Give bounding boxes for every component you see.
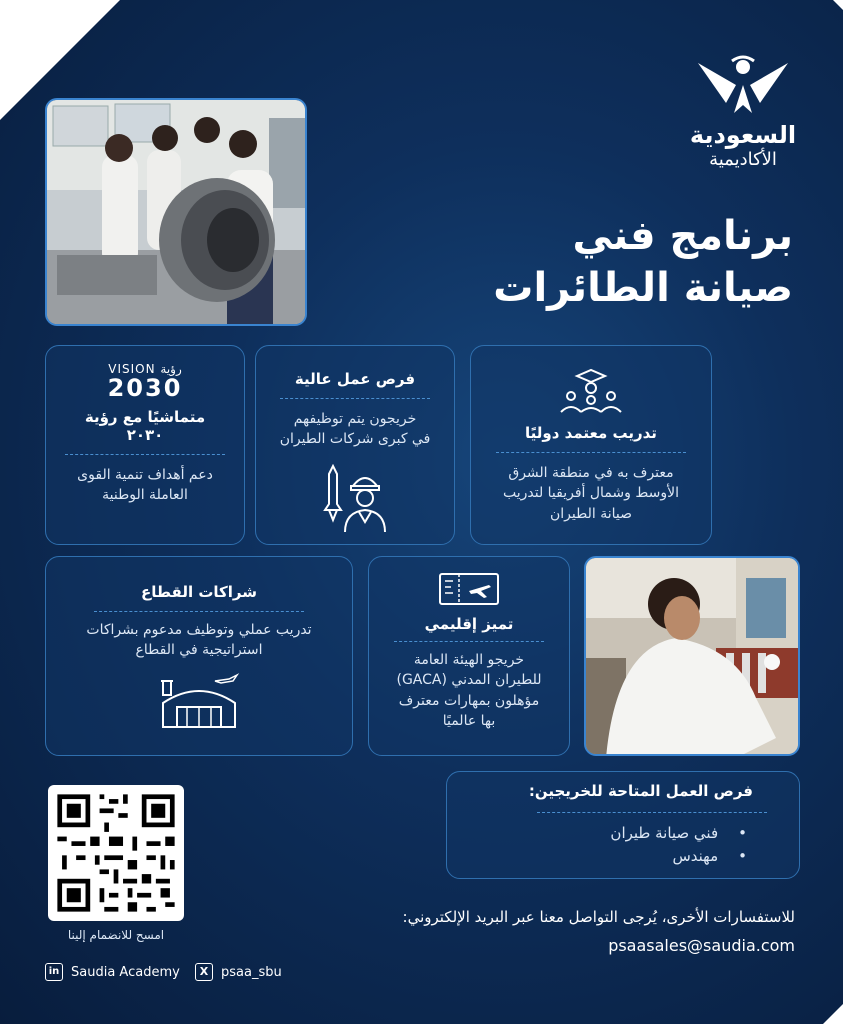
divider [537, 812, 767, 813]
linkedin-handle: Saudia Academy [71, 964, 180, 980]
excellence-body-line2: للطيران المدني (GACA) [396, 672, 542, 689]
careers-item: •فني صيانة طيران [610, 824, 747, 842]
card-jobs [255, 345, 455, 545]
social-x[interactable] [195, 963, 282, 981]
saudia-emblem-icon [696, 55, 790, 115]
engine-workshop-photo [45, 98, 307, 326]
excellence-title: تميز إقليمي [424, 615, 514, 633]
vision-logo-word: VISION [108, 362, 156, 376]
qr-caption: امسح للانضمام إلينا [67, 928, 165, 942]
jobs-title: فرص عمل عالية [294, 370, 416, 388]
contact-email[interactable]: psaasales@saudia.com [608, 936, 795, 955]
qr-code-icon [48, 785, 184, 921]
divider [394, 641, 544, 642]
program-title-line1: برنامج فني [572, 213, 793, 259]
careers-item-label: مهندس [672, 846, 719, 865]
divider [280, 398, 430, 399]
careers-list [610, 822, 747, 867]
saudia-academy-logo [688, 55, 798, 170]
engineer-rocket-icon [315, 464, 395, 534]
training-body-line3: صيانة الطيران [550, 505, 632, 522]
training-body-line1: معترف به في منطقة الشرق [508, 465, 674, 481]
divider [94, 611, 304, 612]
card-careers [446, 771, 800, 879]
excellence-body-line4: بها عالميًا [442, 712, 496, 729]
social-linkedin[interactable] [45, 963, 180, 981]
vision-body-line2: العاملة الوطنية [102, 487, 188, 504]
contact-text: للاستفسارات الأخرى، يُرجى التواصل معنا عبر البريد الإلكتروني: [402, 908, 795, 926]
brand-name: السعودية [689, 121, 797, 149]
jobs-body-line1: خريجون يتم توظيفهم [293, 411, 417, 427]
vision-title-line2: ٢٠٣٠ [126, 426, 164, 444]
divider [65, 454, 225, 455]
program-title [493, 210, 793, 314]
card-excellence [368, 556, 570, 756]
vision-title-line1: متماشيًا مع رؤية [84, 408, 206, 426]
lab-student-photo [584, 556, 800, 756]
boarding-pass-icon [439, 573, 499, 605]
jobs-body-line2: في كبرى شركات الطيران [279, 431, 431, 448]
careers-item-label: فني صيانة طيران [610, 824, 719, 842]
corner-decoration [833, 0, 843, 10]
hangar-airport-icon [157, 673, 241, 729]
x-icon: X [195, 963, 213, 981]
vision-logo-ar: رؤية [160, 362, 182, 376]
excellence-body-line1: خريجو الهيئة العامة [413, 652, 525, 668]
x-handle: psaa_sbu [221, 964, 282, 980]
training-title: تدريب معتمد دوليًا [525, 424, 657, 442]
card-training [470, 345, 712, 545]
excellence-body-line3: مؤهلون بمهارات معترف [398, 692, 540, 709]
graduates-icon [557, 366, 625, 414]
partnerships-body-line2: استراتيجية في القطاع [135, 642, 263, 659]
partnerships-title: شراكات القطاع [141, 583, 257, 601]
vision-body-line1: دعم أهداف تنمية القوى [77, 467, 213, 483]
careers-item: •مهندس [672, 846, 747, 865]
careers-title: فرص العمل المتاحة للخريجين: [528, 782, 753, 800]
divider [496, 452, 686, 453]
card-vision [45, 345, 245, 545]
vision-logo-year: 2030 [107, 374, 183, 402]
brand-sub: الأكاديمية [709, 149, 777, 170]
card-partnerships [45, 556, 353, 756]
program-title-line2: صيانة الطائرات [493, 265, 793, 311]
corner-decoration [823, 1004, 843, 1024]
partnerships-body-line1: تدريب عملي وتوظيف مدعوم بشراكات [86, 622, 312, 638]
linkedin-icon: in [45, 963, 63, 981]
qr-code[interactable] [48, 785, 184, 921]
training-body-line2: الأوسط وشمال أفريقيا لتدريب [502, 485, 680, 502]
vision-2030-logo [46, 362, 244, 400]
